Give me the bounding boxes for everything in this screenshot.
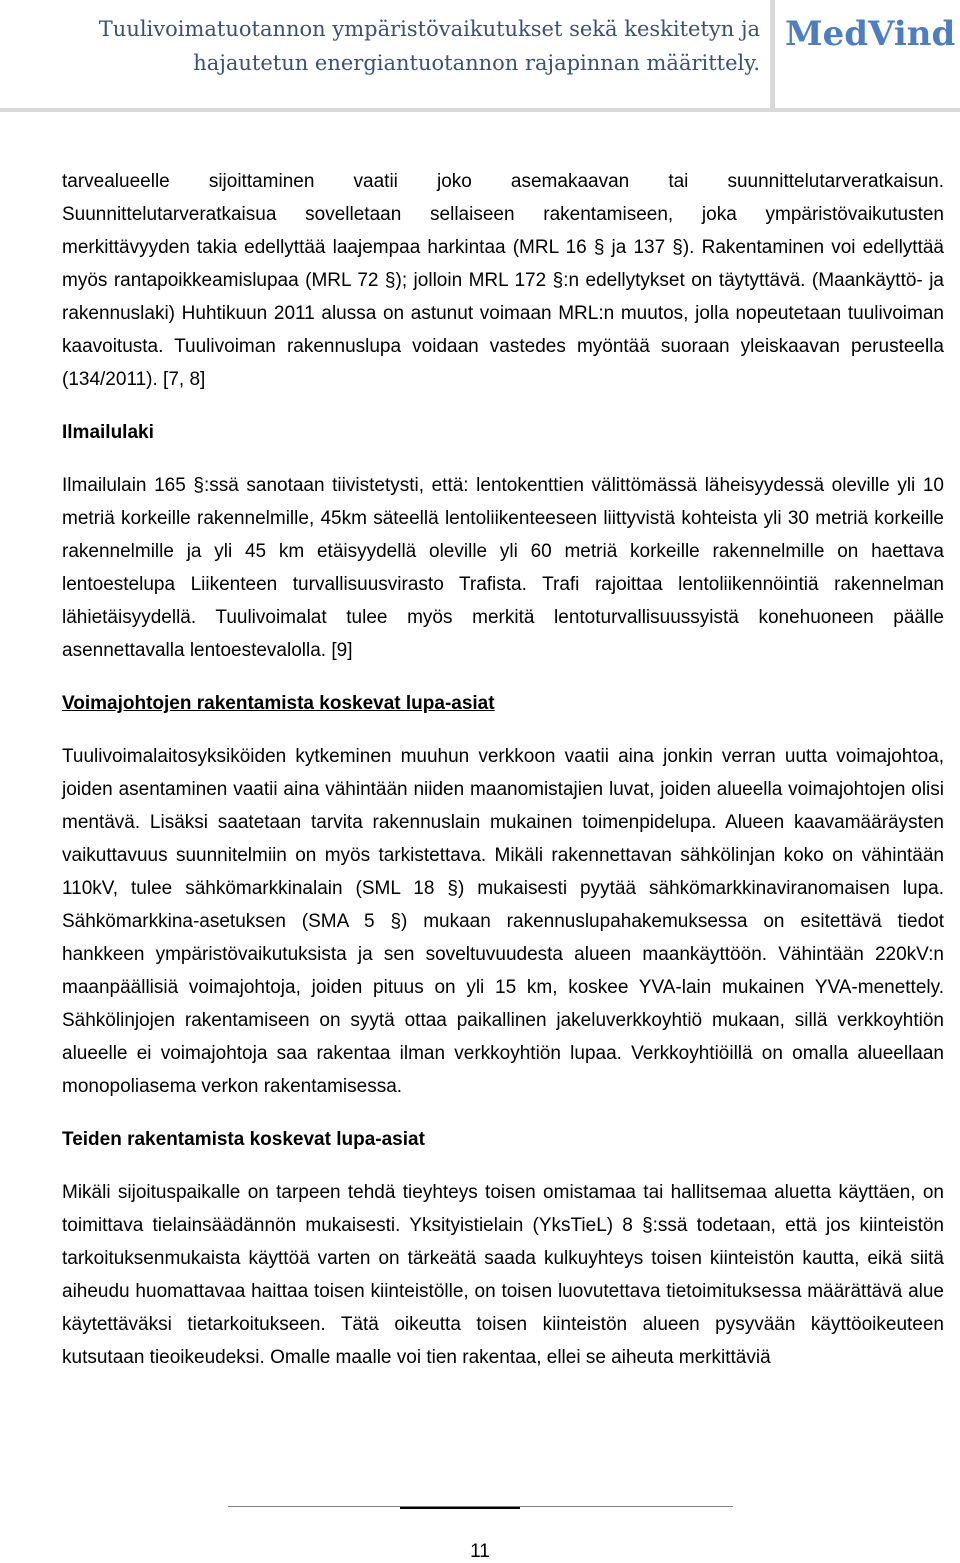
paragraph-teiden-rakentaminen: Mikäli sijoituspaikalle on tarpeen tehdä tieyhteys toisen omistamaa tai hallitsemaa aluetta käyttäen, on toimittava tielainsäädännön mukaisesti. Yksityistielain (YksTieL) 8 §:ssä todetaan, että jos kiinteistön tarkoituksenmukaista käyttöä varten on tärkeätä saada kulkuyhteys toisen kiinteistön kautta, eikä siitä aiheudu huomattavaa haittaa toisen kiinteistölle, on toisen luovutettava tietoimituksessa määrättävä alue käytettäväksi tietarkoitukseen. Tätä oikeutta toisen kiinteistön alueen pysyvään käyttöoikeuteen kutsutaan tieoikeudeksi. Omalle maalle voi tien rakentaa, ellei se aiheuta merkittäviä <box>62 1182 944 1368</box>
header-rule <box>0 108 960 112</box>
heading-voimajohtojen-lupa-asiat: Voimajohtojen rakentamista koskevat lupa-asiat <box>62 693 495 714</box>
paragraph-ilmailulaki: Ilmailulain 165 §:ssä sanotaan tiivistetysti, että: lentokenttien välittömässä läheisyydessä oleville yli 10 metriä korkeille rakennelmille, 45km säteellä lentoliikenteeseen liittyvistä kohteista yli 30 metriä korkeille rakennelmille ja yli 45 km etäisyydellä oleville yli 60 metriä korkeille rakennelmille on haettava lentoestelupa Liikenteen turvallisuusvirasto Trafista. Trafi rajoittaa lentoliikennöintiä rakennelman lähietäisyydellä. Tuulivoimalat tulee myös merkitä lentoturvallisuussyistä konehuoneen päälle asennettavalla lentoestevalolla. [9] <box>62 475 944 661</box>
document-title <box>70 12 760 80</box>
footer-rule-accent <box>400 1507 520 1509</box>
page-number: 11 <box>470 1541 490 1562</box>
page-header <box>0 0 960 112</box>
paragraph-mrl: tarvealueelle sijoittaminen vaatii joko asemakaavan tai suunnittelutarveratkaisun. Suunnittelutarveratkaisua sovelletaan sellaiseen rakentamiseen, joka ympäristövaikutusten merkittävyyden takia edellyttää laajempaa harkintaa (MRL 16 § ja 137 §). Rakentaminen voi edellyttää myös rantapoikkeamislupaa (MRL 72 §); jolloin MRL 172 §:n edellytykset on täytyttävä. (Maankäyttö- ja rakennuslaki) Huhtikuun 2011 alussa on astunut voimaan MRL:n muutos, jolla nopeutetaan tuulivoiman kaavoitusta. Tuulivoiman rakennuslupa voidaan vastedes myöntää suoraan yleiskaavan perusteella (134/2011). [7, 8] <box>62 171 944 390</box>
document-title-line-1: Tuulivoimatuotannon ympäristövaikutukset sekä keskitetyn ja <box>98 17 760 41</box>
heading-ilmailulaki: Ilmailulaki <box>62 422 154 443</box>
medvind-logo: MedVind <box>785 14 956 54</box>
document-body <box>62 165 944 1374</box>
header-divider <box>770 0 775 108</box>
document-title-line-2: hajautetun energiantuotannon rajapinnan määrittely. <box>193 51 760 75</box>
heading-teiden-lupa-asiat: Teiden rakentamista koskevat lupa-asiat <box>62 1129 425 1150</box>
paragraph-voimajohdot: Tuulivoimalaitosyksiköiden kytkeminen muuhun verkkoon vaatii aina jonkin verran uutta voimajohtoa, joiden asentaminen vaatii aina vähintään niiden maanomistajien luvat, joiden alueella voimajohtojen olisi mentävä. Lisäksi saatetaan tarvita rakennuslain mukainen toimenpidelupa. Alueen kaavamääräysten vaikuttavuus suunnitelmiin on myös tarkistettava. Mikäli rakennettavan sähkölinjan koko on vähintään 110kV, tulee sähkömarkkinalain (SML 18 §) mukaisesti pyytää sähkömarkkinaviranomaisen lupa. Sähkömarkkina-asetuksen (SMA 5 §) mukaan rakennuslupahakemuksessa on esitettävä tiedot hankkeen ympäristövaikutuksista ja sen soveltuvuudesta alueen maankäyttöön. Vähintään 220kV:n maanpäällisiä voimajohtoja, joiden pituus on yli 15 km, koskee YVA-lain mukainen YVA-menettely. Sähkölinjojen rakentamiseen on syytä ottaa paikallinen jakeluverkkoyhtiö mukaan, sillä verkkoyhtiön alueelle ei voimajohtoja saa rakentaa ilman verkkoyhtiön lupaa. Verkkoyhtiöillä on omalla alueellaan monopoliasema verkon rakentamisessa. <box>62 746 944 1097</box>
